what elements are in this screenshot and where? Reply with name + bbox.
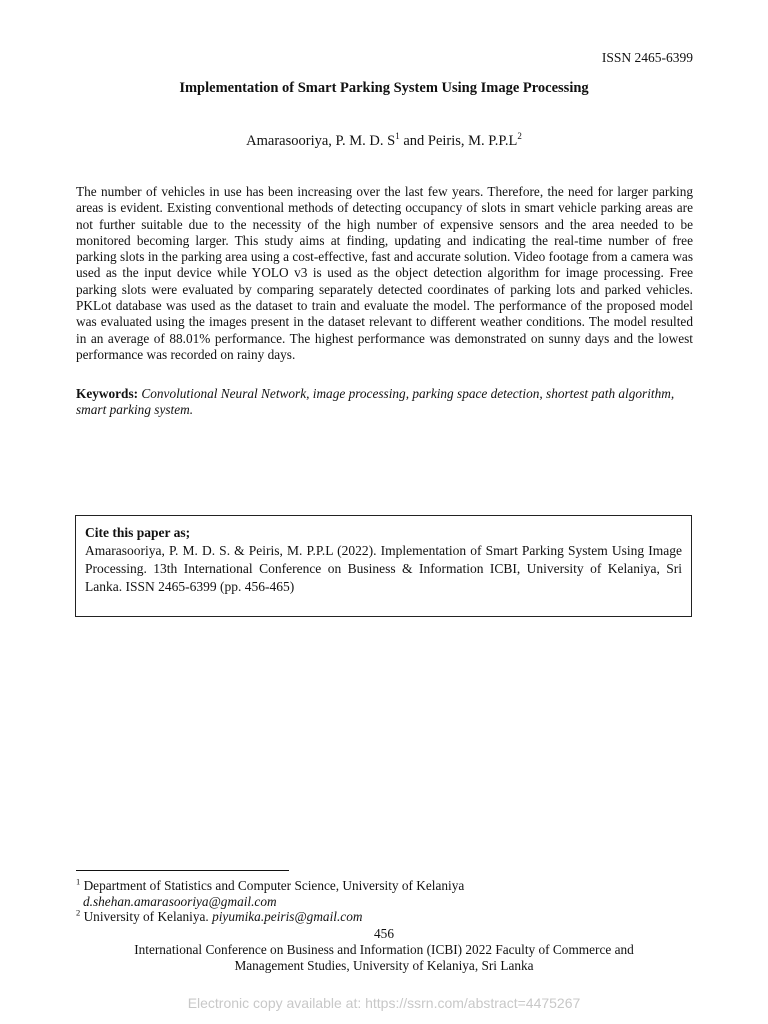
conference-line-2: Management Studies, University of Kelaniya, Sri Lanka bbox=[234, 958, 534, 973]
keywords-label: Keywords: bbox=[76, 386, 139, 401]
citation-text: Amarasooriya, P. M. D. S. & Peiris, M. P.P.L (2022). Implementation of Smart Parking System Using Image Processing. 13th International Conference on Business & Information ICBI, University of Kelaniya, Sri Lanka. ISSN 2465-6399 (pp. 456-465) bbox=[85, 543, 682, 594]
author-1-name: Amarasooriya, P. M. D. S bbox=[246, 133, 396, 149]
keywords-paragraph bbox=[76, 386, 693, 419]
footnote-1-email-line bbox=[76, 894, 693, 910]
author-connector: and bbox=[399, 133, 428, 149]
footnotes bbox=[76, 878, 693, 925]
author-line bbox=[0, 133, 768, 150]
footnote-2 bbox=[76, 909, 693, 925]
footnote-2-affiliation: University of Kelaniya. bbox=[83, 909, 209, 924]
ssrn-availability-notice[interactable]: Electronic copy available at: https://ssrn.com/abstract=4475267 bbox=[187, 995, 581, 1011]
keywords-list: Convolutional Neural Network, image processing, parking space detection, shortest path algorithm, smart parking system. bbox=[76, 386, 675, 418]
footnote-1-marker: 1 bbox=[76, 876, 81, 887]
footnote-1-affiliation: Department of Statistics and Computer Science, University of Kelaniya bbox=[83, 878, 465, 893]
footnote-1 bbox=[76, 878, 693, 894]
footnote-2-marker: 2 bbox=[76, 907, 81, 918]
citation-heading: Cite this paper as; bbox=[85, 525, 191, 540]
page-number: 456 bbox=[374, 926, 394, 941]
citation-box bbox=[75, 515, 692, 617]
footnote-divider bbox=[76, 870, 289, 871]
issn-number: ISSN 2465-6399 bbox=[601, 50, 693, 65]
author-2-name: Peiris, M. P.P.L bbox=[427, 133, 518, 149]
paper-title: Implementation of Smart Parking System Using Image Processing bbox=[179, 80, 589, 96]
conference-footer bbox=[0, 942, 768, 974]
author-1-affiliation-marker: 1 bbox=[395, 131, 400, 142]
abstract-text: The number of vehicles in use has been increasing over the last few years. Therefore, the need for larger parking areas is evident. Existing conventional methods of detecting occupancy of slots in smart vehicle parking areas are not further suitable due to the necessity of the high number of expensive sensors and the area needed to be monitored becoming larger. This study aims at finding, updating and indicating the real-time number of free parking slots in the parking area using a cost-effective, fast and accurate solution. Video footage from a camera was used as the input device while YOLO v3 is used as the object detection algorithm for image processing. Free parking slots were evaluated by comparing separately detected coordinates of parking lots and parked vehicles. PKLot database was used as the dataset to train and evaluate the model. The performance of the proposed model was evaluated using the images present in the dataset relevant to different weather conditions. The model resulted in an average of 88.01% performance. The highest performance was demonstrated on sunny days and the lowest performance was recorded on rainy days. bbox=[76, 184, 693, 362]
footnote-1-email[interactable]: d.shehan.amarasooriya@gmail.com bbox=[83, 893, 277, 909]
conference-line-1: International Conference on Business and Information (ICBI) 2022 Faculty of Commerce and bbox=[134, 942, 634, 957]
author-2-affiliation-marker: 2 bbox=[517, 131, 522, 142]
footnote-2-email[interactable]: piyumika.peiris@gmail.com bbox=[212, 909, 363, 924]
